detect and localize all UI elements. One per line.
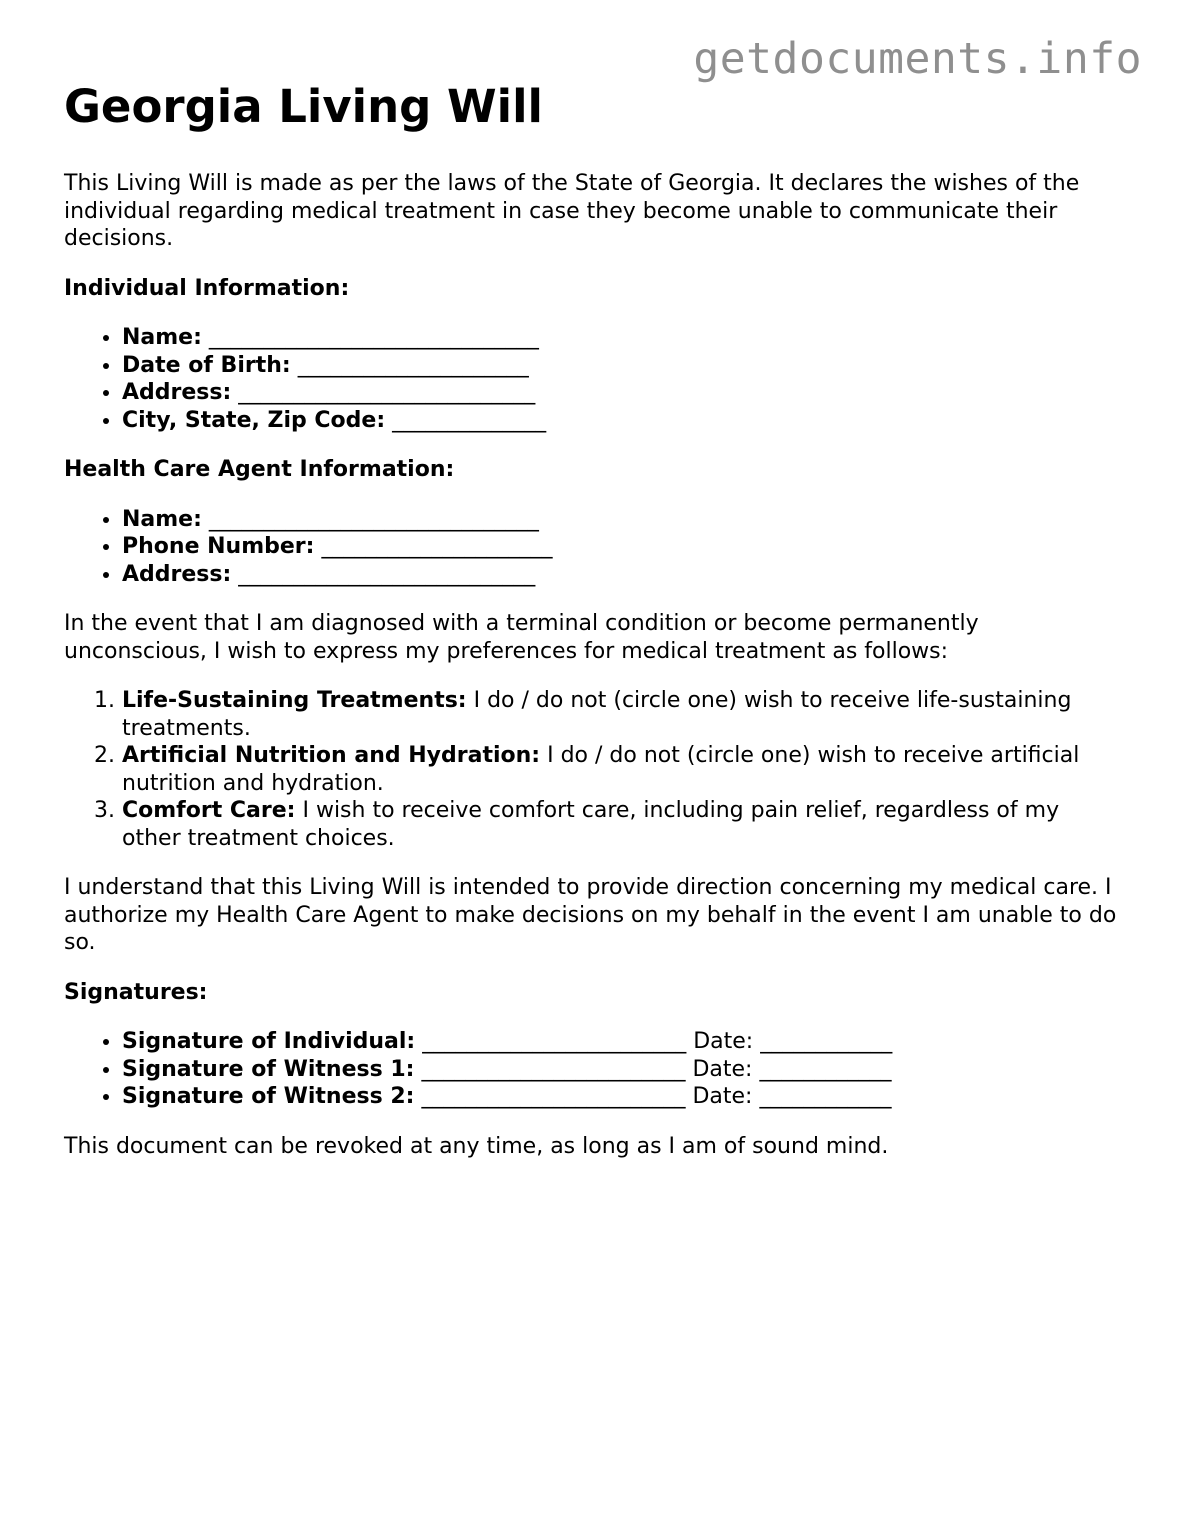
individual-info-list <box>64 324 1124 434</box>
list-item <box>122 506 1124 534</box>
signature-label-individual: Signature of Individual: <box>122 1029 416 1054</box>
understanding-paragraph: I understand that this Living Will is intended to provide direction concerning my medical care. I authorize my Health Care Agent to make decisions on my behalf in the event I am unable to do so. <box>64 875 1117 955</box>
address-blank[interactable]: ___________________________ <box>238 380 536 405</box>
preference-text: I wish to receive comfort care, including pain relief, regardless of my other treatment choices. <box>122 798 1060 851</box>
date-individual-blank[interactable]: ____________ <box>760 1029 893 1054</box>
preferences-intro: In the event that I am diagnosed with a terminal condition or become permanently unconscious, I wish to express my preferences for medical treatment as follows: <box>64 611 979 664</box>
intro-paragraph: This Living Will is made as per the laws of the State of Georgia. It declares the wishes of the individual regarding medical treatment in case they become unable to communicate their decisions. <box>64 171 1080 251</box>
field-label-address: Address: <box>122 380 232 405</box>
individual-info-heading: Individual Information: <box>64 275 350 301</box>
list-item <box>122 379 1124 407</box>
agent-address-blank[interactable]: ___________________________ <box>238 561 536 587</box>
preference-label: Comfort Care: <box>122 798 296 823</box>
agent-info-list <box>64 506 1124 589</box>
dob-blank[interactable]: _____________________ <box>297 352 529 378</box>
list-item <box>122 687 1124 742</box>
list-item <box>122 1083 1124 1111</box>
preference-label: Life-Sustaining Treatments: <box>122 688 467 713</box>
agent-name-blank[interactable]: ______________________________ <box>208 506 539 532</box>
list-item <box>122 352 1124 380</box>
list-item <box>122 407 1124 435</box>
list-item <box>122 1028 1124 1056</box>
list-item <box>122 797 1124 852</box>
list-item <box>122 324 1124 352</box>
preference-text: I do / do not (circle one) wish to receive artificial nutrition and hydration. <box>122 743 1080 796</box>
field-label-agent-name: Name: <box>122 506 202 532</box>
preference-text: I do / do not (circle one) wish to receive life-sustaining treatments. <box>122 688 1072 741</box>
date-witness-2-blank[interactable]: ____________ <box>759 1084 892 1109</box>
document-page <box>64 80 1124 1182</box>
city-state-zip-blank[interactable]: ______________ <box>392 407 547 433</box>
date-witness-1-blank[interactable]: ____________ <box>759 1056 892 1082</box>
watermark: getdocuments.info <box>693 34 1142 84</box>
preference-label: Artificial Nutrition and Hydration: <box>122 743 541 768</box>
field-label-city-state-zip: City, State, Zip Code: <box>122 407 386 433</box>
agent-phone-blank[interactable]: _____________________ <box>321 534 553 559</box>
agent-info-heading: Health Care Agent Information: <box>64 457 455 482</box>
field-label-dob: Date of Birth: <box>122 352 291 378</box>
name-blank[interactable]: ______________________________ <box>208 325 539 350</box>
signature-individual-blank[interactable]: ________________________ <box>422 1029 687 1054</box>
list-item <box>122 533 1124 561</box>
signatures-list <box>64 1028 1124 1111</box>
field-label-name: Name: <box>122 325 202 350</box>
list-item <box>122 561 1124 589</box>
preferences-list <box>64 687 1124 852</box>
date-label: Date: <box>692 1056 753 1082</box>
signature-label-witness-1: Signature of Witness 1: <box>122 1056 415 1082</box>
field-label-agent-address: Address: <box>122 561 232 587</box>
document-title: Georgia Living Will <box>64 80 543 133</box>
list-item <box>122 742 1124 797</box>
signature-witness-1-blank[interactable]: ________________________ <box>421 1056 686 1082</box>
revocation-paragraph: This document can be revoked at any time, as long as I am of sound mind. <box>64 1133 889 1159</box>
signature-label-witness-2: Signature of Witness 2: <box>122 1084 415 1109</box>
date-label: Date: <box>692 1084 753 1109</box>
date-label: Date: <box>693 1029 754 1054</box>
list-item <box>122 1056 1124 1084</box>
signatures-heading: Signatures: <box>64 979 208 1005</box>
signature-witness-2-blank[interactable]: ________________________ <box>421 1084 686 1109</box>
field-label-agent-phone: Phone Number: <box>122 534 315 559</box>
